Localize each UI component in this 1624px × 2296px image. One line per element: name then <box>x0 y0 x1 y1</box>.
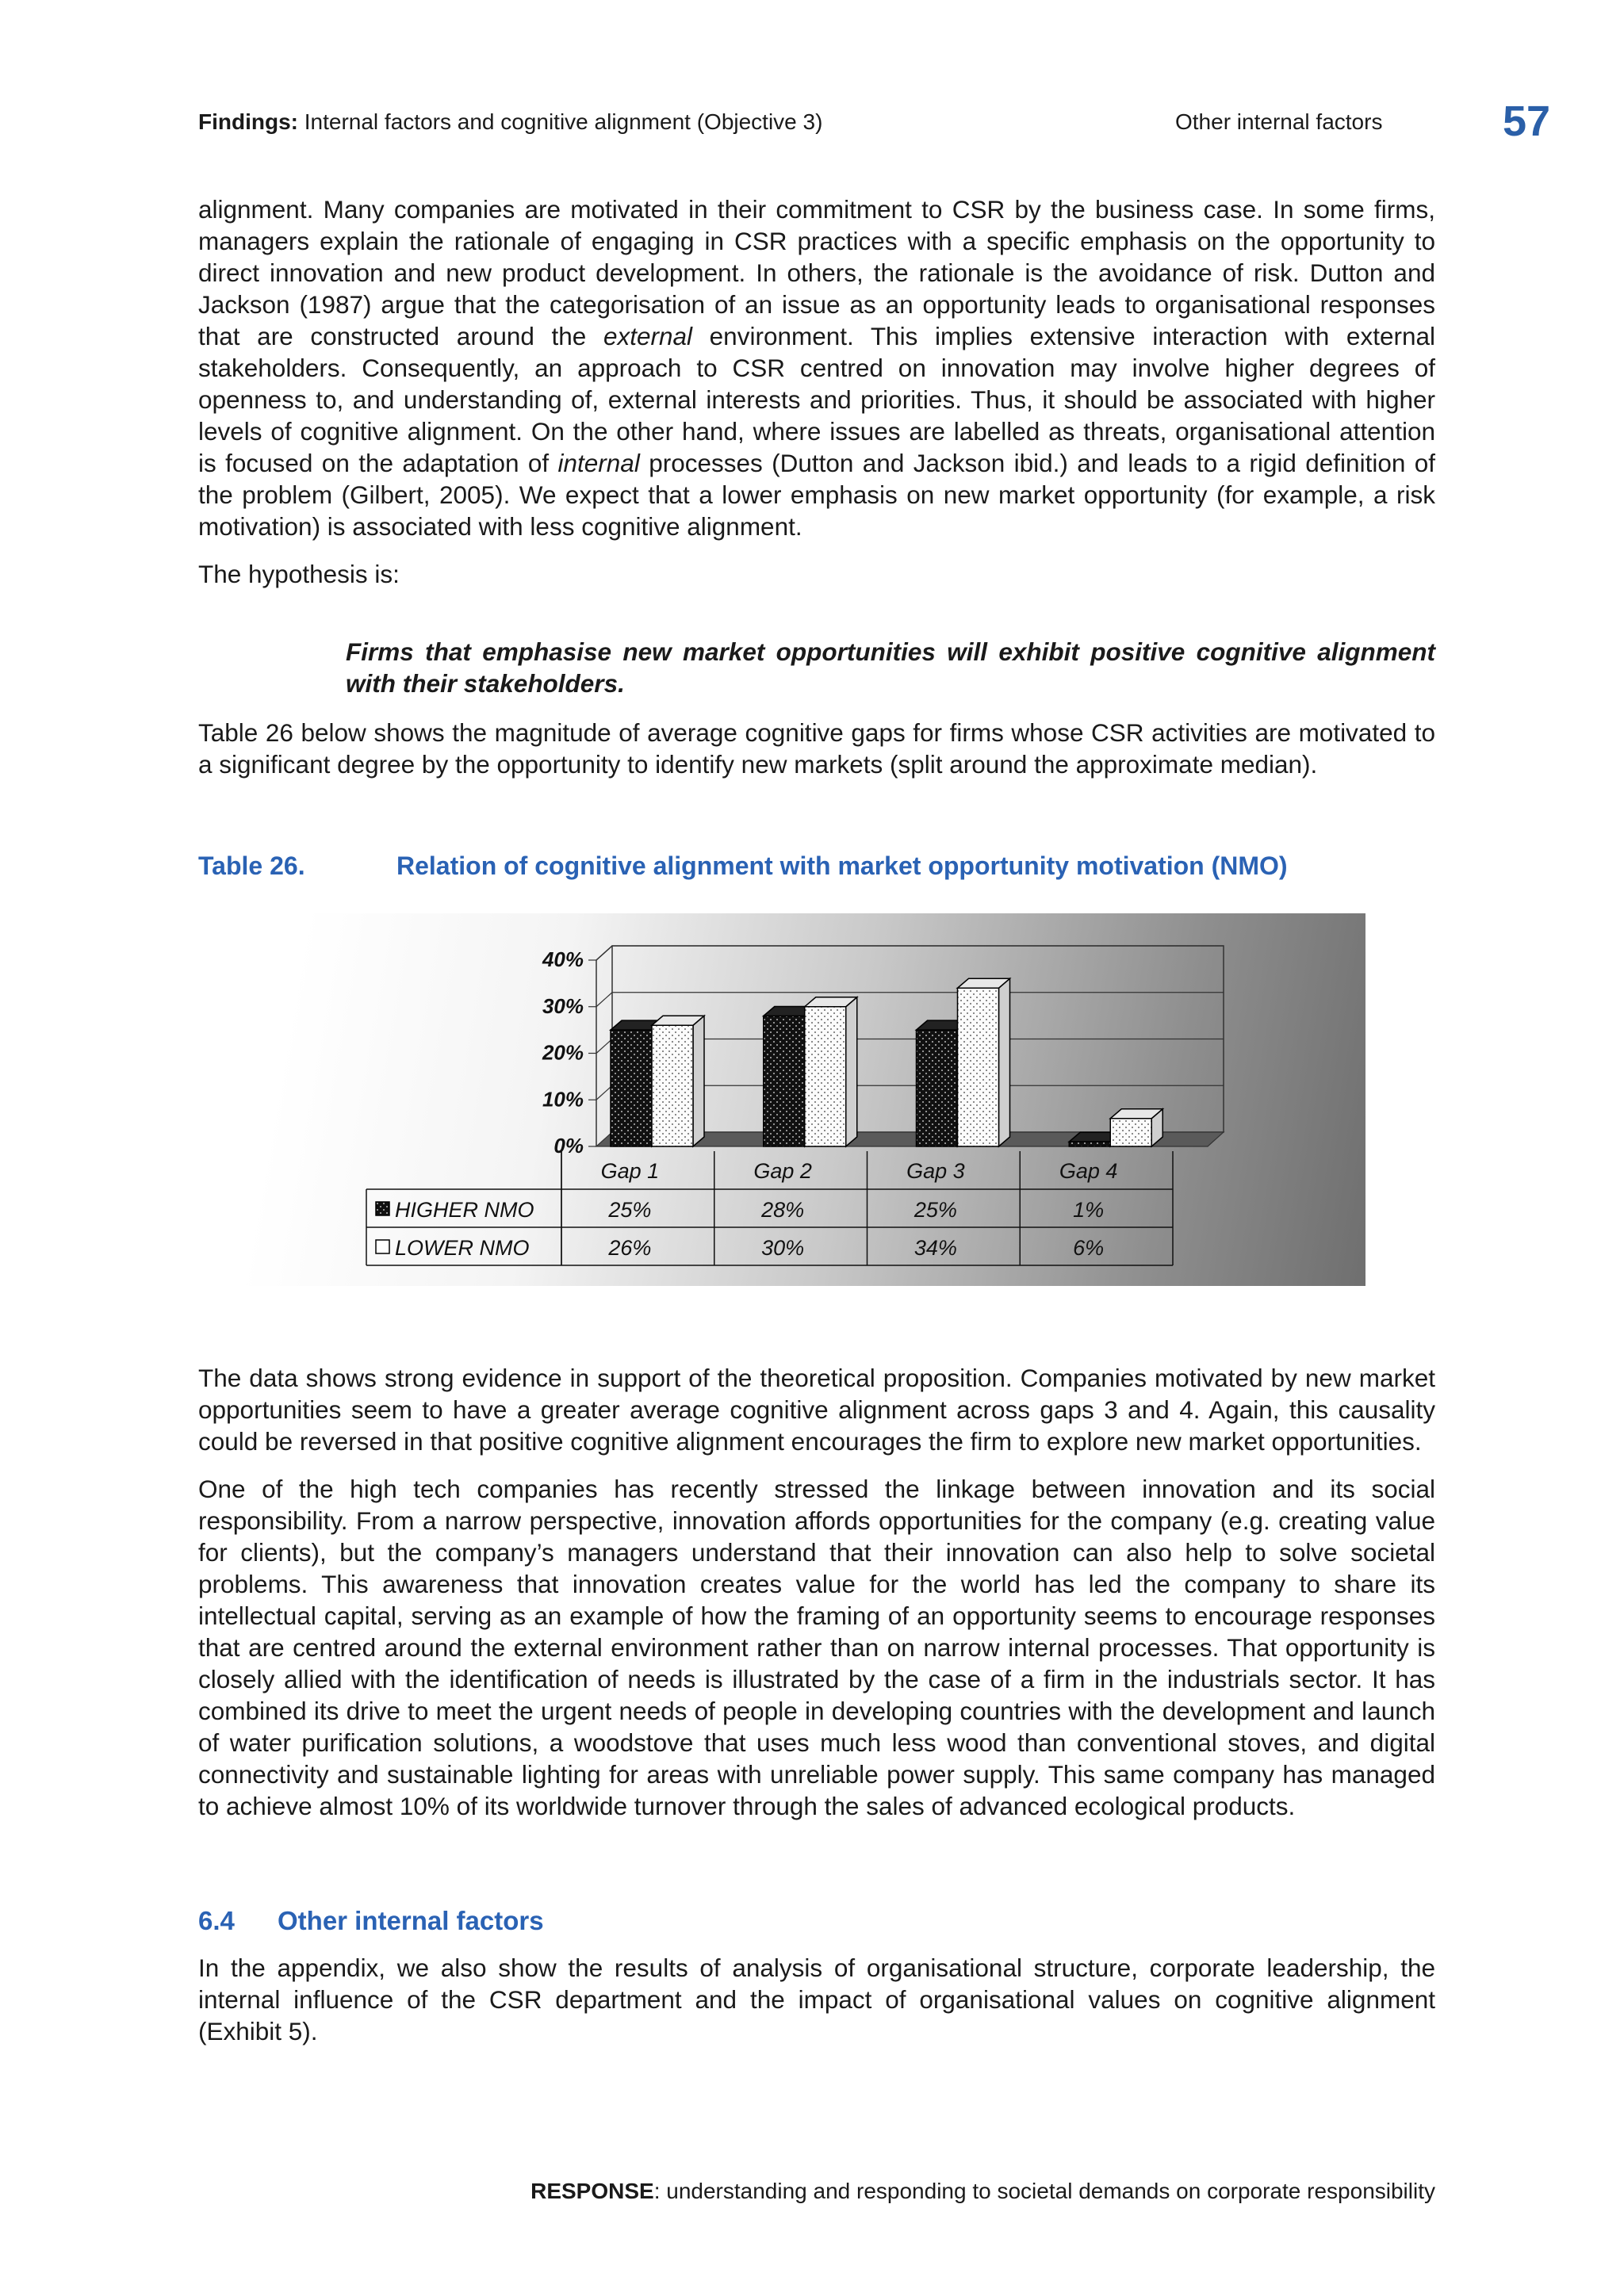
gridline-side <box>596 993 612 1007</box>
bar-lower-nmo-side <box>846 997 857 1146</box>
paragraph-4: One of the high tech companies has recently stressed the linkage between innovation and its social responsibility. From a narrow perspective, innovation affords opportunities for the company (e.g. creating value for clients), but the company’s managers understand that their innovation can also help to solve societal problems. This awareness that innovation creates value for the world has led the company to share its intellectual capital, serving as an example of how the framing of an opportunity seems to encourage responses that are centred around the external environment rather than on narrow internal processes. That opportunity is closely allied with the identification of needs is illustrated by the case of a firm in the industrials sector. It has combined its drive to meet the urgent needs of people in developing countries with the development and launch of water purification solutions, a woodstove that uses much less wood than conventional stoves, and digital connectivity and sustainable lighting for areas with unreliable power supply. This same company has managed to achieve almost 10% of its worldwide turnover through the sales of advanced ecological products. <box>198 1475 1435 1820</box>
y-tick-label: 40% <box>542 947 584 971</box>
paragraph-3: The data shows strong evidence in support of the theoretical proposition. Companies motivated by new market opportunities seem to have a greater average cognitive alignment across gaps 3 and 4. Again, this causality could be reversed in that positive cognitive alignment encourages the firm to explore new market opportunities. <box>198 1364 1435 1456</box>
bar-chart <box>208 913 1365 1286</box>
hypothesis-statement: Firms that emphasise new market opportunities will exhibit positive cognitive alignment with their stakeholders. <box>346 637 1435 698</box>
hypothesis-intro: The hypothesis is: <box>198 560 400 588</box>
data-table-value: 26% <box>608 1236 652 1260</box>
y-tick-label: 20% <box>542 1040 584 1065</box>
footer-bold: RESPONSE <box>530 2179 654 2203</box>
paragraph-5: In the appendix, we also show the results of analysis of organisational structure, corporate leadership, the internal influence of the CSR department and the impact of organisational values on cognitive alignment (Exhibit 5). <box>198 1954 1435 2045</box>
body-text-appendix <box>198 1952 1435 2063</box>
bar-lower-nmo-side <box>999 978 1010 1146</box>
bar-higher-nmo <box>764 1016 805 1147</box>
bar-higher-nmo <box>1069 1142 1110 1146</box>
paragraph-1 <box>198 193 1435 542</box>
body-text-table-intro <box>198 717 1435 796</box>
legend-swatch <box>376 1202 389 1215</box>
data-table-value: 6% <box>1073 1236 1105 1260</box>
data-table-value: 28% <box>761 1198 805 1222</box>
page-number: 57 <box>1503 98 1551 145</box>
gridline-side <box>596 1085 612 1100</box>
x-category-label: Gap 4 <box>1059 1159 1118 1183</box>
bar-higher-nmo <box>917 1030 958 1146</box>
y-tick-label: 0% <box>553 1134 584 1158</box>
data-table-value: 25% <box>914 1198 957 1222</box>
bar-lower-nmo <box>1110 1119 1151 1146</box>
page-header <box>198 109 1411 141</box>
x-category-label: Gap 3 <box>906 1159 965 1183</box>
bar-lower-nmo-side <box>693 1016 704 1146</box>
running-title-text: Internal factors and cognitive alignment (Objective 3) <box>297 109 823 134</box>
paragraph-2: Table 26 below shows the magnitude of average cognitive gaps for firms whose CSR activities are motivated to a significant degree by the opportunity to identify new markets (split around the approximate median). <box>198 718 1435 779</box>
gridline-side <box>596 946 612 960</box>
table-title: Relation of cognitive alignment with market opportunity motivation (NMO) <box>396 851 1288 880</box>
data-table-value: 1% <box>1073 1198 1105 1222</box>
paragraph-1-part-e: processes (Dutton and Jackson ibid.) and leads to a rigid definition of the problem (Gilbert, 2005). We expect that a lower emphasis on new market opportunity (for example, a risk motivation) is associated with less cognitive alignment. <box>198 449 1435 541</box>
y-tick-label: 30% <box>542 993 584 1018</box>
footer-text: : understanding and responding to societal demands on corporate responsibility <box>653 2179 1435 2203</box>
y-tick-label: 10% <box>542 1087 584 1112</box>
chart-panel <box>208 913 1365 1286</box>
body-text-top <box>198 193 1435 606</box>
paragraph-1-italic-internal: internal <box>557 449 640 477</box>
x-category-label: Gap 2 <box>753 1159 812 1183</box>
x-category-label: Gap 1 <box>600 1159 660 1183</box>
table-number: Table 26. <box>198 851 305 880</box>
body-text-bottom <box>198 1362 1435 1838</box>
paragraph-1-part-c: environment. This implies extensive interaction with external stakeholders. Consequently, an approach to CSR centred on innovation may involve higher degrees of openness to, and understanding of, external interests and priorities. Thus, it should be associated with higher levels of cognitive alignment. On the other hand, where issues are labelled as threats, organisational attention is focused on the adaptation of <box>198 322 1436 477</box>
bar-higher-nmo <box>611 1030 652 1146</box>
bar-lower-nmo <box>805 1007 846 1146</box>
data-table-value: 30% <box>761 1236 805 1260</box>
legend-label: HIGHER NMO <box>395 1198 534 1222</box>
gridline-side <box>596 1039 612 1054</box>
running-title-bold: Findings: <box>198 109 298 134</box>
running-section: Other internal factors <box>1175 109 1383 134</box>
section-title: Other internal factors <box>278 1906 544 1935</box>
legend-swatch <box>376 1240 389 1253</box>
bar-lower-nmo <box>652 1025 693 1146</box>
legend-label: LOWER NMO <box>395 1236 530 1260</box>
paragraph-1-part-a: alignment. Many companies are motivated in their commitment to CSR by the business case. In some firms, managers explain the rationale of engaging in CSR practices with a specific emphasis on the opportunity to direct innovation and new product development. In others, the rationale is the avoidance of risk. Dutton and Jackson (1987) argue that the categorisation of an issue as an opportunity leads to organisational responses that are constructed around the <box>198 195 1435 350</box>
paragraph-1-italic-external: external <box>603 322 693 350</box>
page-footer <box>428 2179 1435 2204</box>
data-table-value: 34% <box>914 1236 957 1260</box>
data-table-value: 25% <box>608 1198 652 1222</box>
section-number: 6.4 <box>198 1906 235 1935</box>
bar-lower-nmo <box>958 988 999 1146</box>
running-title <box>198 109 822 135</box>
